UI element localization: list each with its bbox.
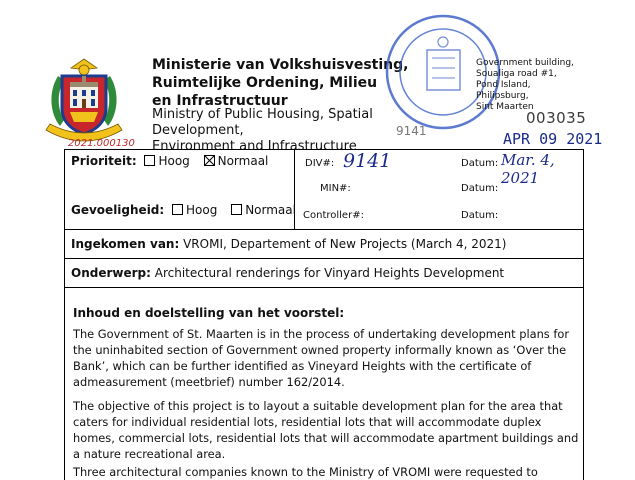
paragraph-line: caters for individual residential lots, residential lots that will accommodate duplex <box>73 415 542 429</box>
subject-label: Onderwerp: <box>71 266 151 280</box>
priority-high-label: Hoog <box>158 154 190 168</box>
incoming-from-value: VROMI, Departement of New Projects (March 4, 2021) <box>183 237 507 251</box>
divider <box>65 287 583 288</box>
date-handwritten: Mar. 4, 2021 <box>501 151 555 187</box>
paragraph-line: The objective of this project is to layout a suitable development plan for the area that <box>73 399 563 413</box>
address-line: Sint Maarten <box>476 102 534 112</box>
paragraph-line: a nature recreational area. <box>73 447 226 461</box>
ministry-nl-line-1: Ministerie van Volkshuisvesting, <box>152 57 409 73</box>
address-line: Soualiga road #1, <box>476 69 557 79</box>
paragraph-line: The Government of St. Maarten is in the process of undertaking development plans for <box>73 327 570 341</box>
paragraph-line: Three architectural companies known to the Ministry of VROMI were requested to <box>73 465 538 479</box>
address-line: Philipsburg, <box>476 91 529 101</box>
priority-row <box>71 154 268 168</box>
min-number-label: MIN#: <box>320 183 351 194</box>
div-number-handwritten: 9141 <box>343 150 392 172</box>
incoming-from-label: Ingekomen van: <box>71 237 180 251</box>
ministry-en-line-2: Environment and Infrastructure <box>152 139 357 154</box>
date-label-1: Datum: <box>461 158 499 169</box>
incoming-from-row <box>71 237 506 251</box>
priority-label: Prioriteit: <box>71 154 137 168</box>
handwritten-registration-number: 2021.000130 <box>68 138 135 149</box>
coat-of-arms-logo <box>44 56 124 148</box>
paragraph-line: the uninhabited section of Government owned property informally known as ‘Over the <box>73 343 567 357</box>
content-paragraph-2 <box>73 398 579 462</box>
paragraph-line: homes, commercial lots, residential lots that will accommodate apartment buildings and <box>73 431 579 445</box>
received-number-stamp: 003035 <box>526 109 587 127</box>
content-paragraph-3 <box>73 464 579 480</box>
ministry-nl-line-3: en Infrastructuur <box>152 93 288 109</box>
ministry-en-line-1: Ministry of Public Housing, Spatial Development, <box>152 107 373 138</box>
ministry-nl-line-2: Ruimtelijke Ordening, Milieu <box>152 75 378 91</box>
sensitivity-normal-checkbox[interactable] <box>231 204 242 215</box>
ministry-address <box>476 58 586 113</box>
divider <box>65 258 583 259</box>
date-label-2: Datum: <box>461 183 499 194</box>
address-line: Pond Island, <box>476 80 531 90</box>
sensitivity-high-checkbox[interactable] <box>172 204 183 215</box>
sensitivity-row <box>71 203 296 217</box>
content-paragraph-1 <box>73 326 579 390</box>
sensitivity-normal-label: Normaal <box>245 203 296 217</box>
priority-normal-checkbox[interactable] <box>204 155 215 166</box>
received-date-stamp: APR 09 2021 <box>503 130 603 148</box>
content-heading: Inhoud en doelstelling van het voorstel: <box>73 306 345 320</box>
paragraph-line: Bank’, which can be further identified as Vineyard Heights with the certificate of <box>73 359 532 373</box>
date-label-3: Datum: <box>461 210 499 221</box>
registration-stamp-9141: 9141 <box>396 124 427 138</box>
controller-number-label: Controller#: <box>303 210 364 221</box>
priority-normal-label: Normaal <box>217 154 269 168</box>
subject-value: Architectural renderings for Vinyard Heights Development <box>154 266 505 280</box>
sensitivity-high-label: Hoog <box>186 203 218 217</box>
address-line: Government building, <box>476 58 574 68</box>
paragraph-line: admeasurement (meetbrief) number 162/2014. <box>73 375 345 389</box>
sensitivity-label: Gevoeligheid: <box>71 203 165 217</box>
divider <box>65 229 583 230</box>
subject-row <box>71 266 504 280</box>
div-number-label: DIV#: <box>305 158 335 169</box>
proposal-form <box>64 149 584 480</box>
divider <box>294 150 295 229</box>
priority-high-checkbox[interactable] <box>144 155 155 166</box>
